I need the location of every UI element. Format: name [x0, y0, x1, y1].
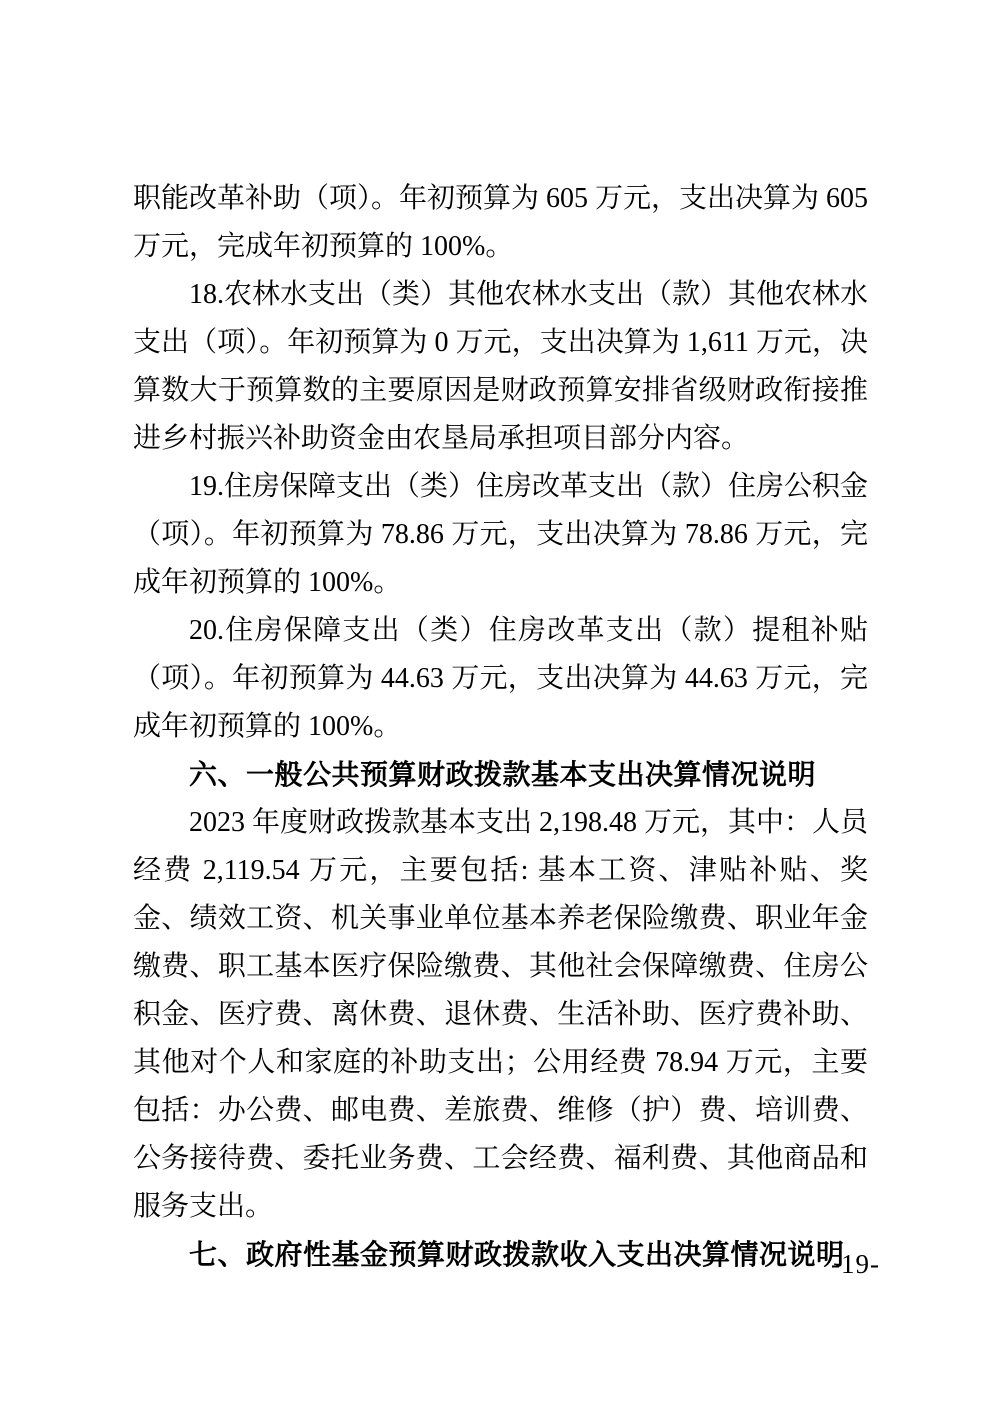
section-heading-6-basic-expenditure: 六、一般公共预算财政拨款基本支出决算情况说明	[189, 759, 817, 790]
paragraph-section-6-basic-expenditure-detail: 2023 年度财政拨款基本支出 2,198.48 万元，其中：人员经费 2,119.54 万元，主要包括: 基本工资、津贴补贴、奖金、绩效工资、机关事业单位基本养老保险缴费、职业年金缴费、职工基本医疗保险缴费、其他社会保障缴费、住房公积金、医疗费、离休费、退休费、生活补助、医疗费补助、其他对个人和家庭的补助支出；公用经费 78.94 万元，主要包括：办公费、邮电费、差旅费、维修（护）费、培训费、公务接待费、委托业务费、工会经费、福利费、其他商品和服务支出。	[133, 807, 869, 1222]
section-heading-7-government-fund-budget: 七、政府性基金预算财政拨款收入支出决算情况说明	[189, 1239, 845, 1270]
paragraph-item-18-agriculture-forestry-water: 18.农林水支出（类）其他农林水支出（款）其他农林水支出（项）。年初预算为 0 万元，支出决算为 1,611 万元，决算数大于预算数的主要原因是财政预算安排省级财政衔接推进乡村振兴补助资金由农垦局承担项目部分内容。	[133, 279, 869, 454]
page-number: -19-	[831, 1249, 880, 1279]
paragraph-item-20-rent-subsidy: 20.住房保障支出（类）住房改革支出（款）提租补贴（项）。年初预算为 44.63 万元，支出决算为 44.63 万元，完成年初预算的 100%。	[133, 615, 868, 742]
paragraph-continuation-functional-reform-subsidy: 职能改革补助（项）。年初预算为 605 万元，支出决算为 605 万元，完成年初预算的 100%。	[133, 183, 869, 262]
paragraph-item-19-housing-fund: 19.住房保障支出（类）住房改革支出（款）住房公积金（项）。年初预算为 78.86 万元，支出决算为 78.86 万元，完成年初预算的 100%。	[133, 471, 869, 598]
